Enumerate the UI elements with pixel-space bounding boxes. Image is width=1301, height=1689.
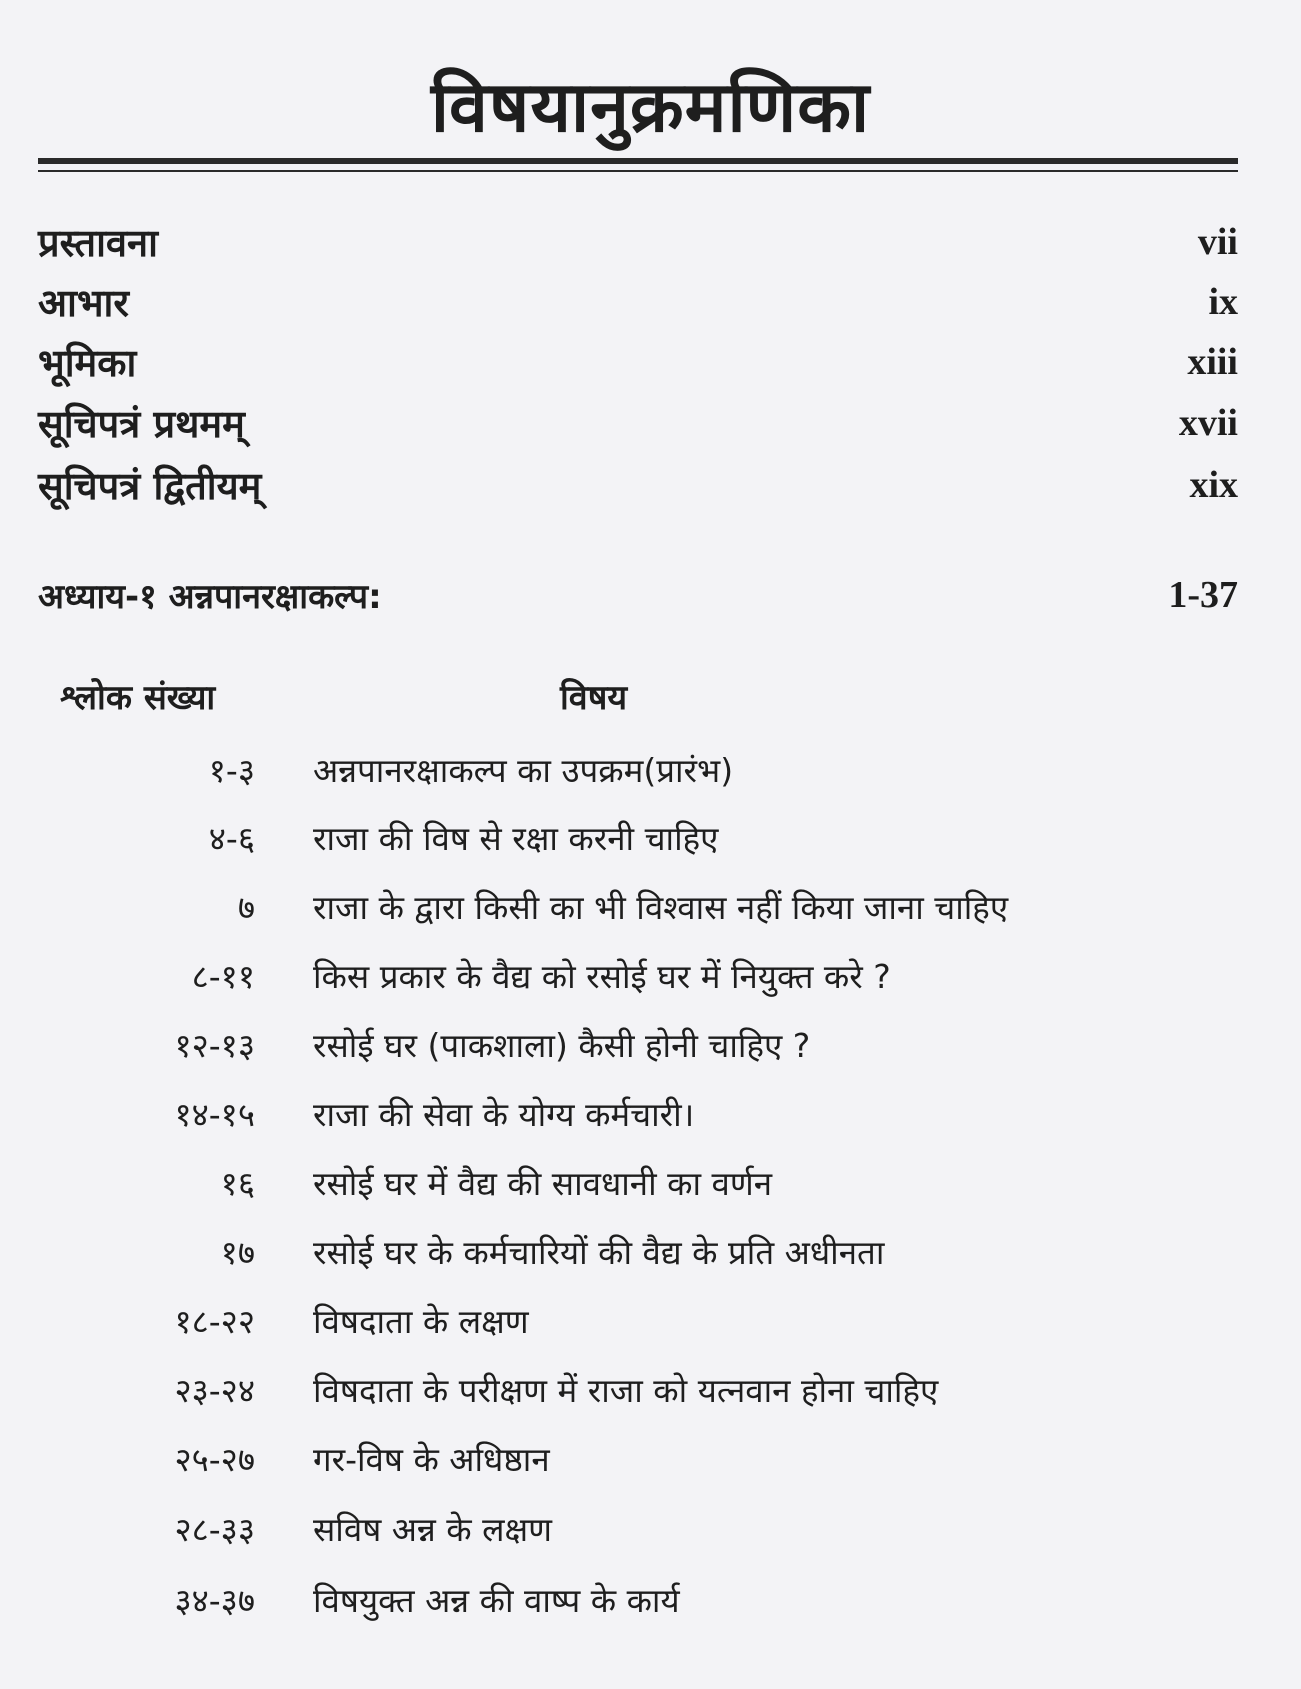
toc-entry (0, 808, 1301, 870)
entry-subject: विषयुक्त अन्न की वाष्प के कार्य (313, 1581, 680, 1620)
sloka-range: ३४-३७ (174, 1581, 255, 1620)
front-matter-label: प्रस्तावना (38, 221, 158, 265)
sloka-range: ४-६ (208, 819, 255, 858)
sloka-range: १४-१५ (174, 1095, 255, 1134)
front-matter-page: xix (1189, 464, 1238, 506)
front-matter-row (38, 455, 1238, 515)
toc-entry (0, 1570, 1301, 1632)
entry-subject: किस प्रकार के वैद्य को रसोई घर में नियुक्त करे ? (313, 957, 891, 996)
toc-entry (0, 740, 1301, 802)
sloka-range: १७ (220, 1233, 255, 1272)
front-matter-page: ix (1208, 281, 1238, 323)
front-matter-label: आभार (38, 281, 129, 325)
toc-entry (0, 1360, 1301, 1422)
front-matter-row (38, 212, 1238, 272)
front-matter-page: xvii (1178, 402, 1238, 444)
sloka-range: २८-३३ (174, 1510, 255, 1549)
chapter-title: अध्याय-१ अन्नपानरक्षाकल्प: (38, 577, 382, 617)
chapter-heading (38, 565, 1238, 625)
toc-entry (0, 877, 1301, 939)
sloka-range: २५-२७ (174, 1440, 255, 1479)
front-matter-row (38, 272, 1238, 332)
toc-entry (0, 1084, 1301, 1146)
toc-entry (0, 1153, 1301, 1215)
sloka-range: ७ (237, 888, 255, 927)
entry-subject: राजा की विष से रक्षा करनी चाहिए (313, 819, 719, 858)
toc-entry (0, 1015, 1301, 1077)
front-matter-label: भूमिका (38, 341, 137, 385)
toc-entry (0, 1222, 1301, 1284)
front-matter-page: xiii (1187, 341, 1238, 383)
title-divider-thin (38, 170, 1238, 172)
entry-subject: सविष अन्न के लक्षण (313, 1510, 553, 1549)
entry-subject: रसोई घर (पाकशाला) कैसी होनी चाहिए ? (313, 1026, 811, 1065)
page-title: विषयानुक्रमणिका (430, 66, 871, 148)
sloka-range: १६ (220, 1164, 255, 1203)
front-matter-row (38, 393, 1238, 453)
front-matter-page: vii (1197, 221, 1238, 263)
entry-subject: गर-विष के अधिष्ठान (313, 1440, 550, 1479)
front-matter-label: सूचिपत्रं द्वितीयम् (38, 464, 262, 508)
toc-entry (0, 1291, 1301, 1353)
front-matter-label: सूचिपत्रं प्रथमम् (38, 402, 245, 446)
toc-entry (0, 1429, 1301, 1491)
sloka-range: १८-२२ (174, 1302, 255, 1341)
entry-subject: विषदाता के लक्षण (313, 1302, 529, 1341)
column-header-subject: विषय (560, 678, 628, 718)
sloka-range: १२-१३ (174, 1026, 255, 1065)
entry-subject: राजा की सेवा के योग्य कर्मचारी। (313, 1095, 695, 1134)
sloka-range: ८-११ (191, 957, 255, 996)
title-divider-thick (38, 158, 1238, 164)
sloka-range: २३-२४ (174, 1371, 255, 1410)
entry-subject: रसोई घर के कर्मचारियों की वैद्य के प्रति अधीनता (313, 1233, 885, 1272)
toc-entry (0, 946, 1301, 1008)
entry-subject: राजा के द्वारा किसी का भी विश्वास नहीं किया जाना चाहिए (313, 888, 1009, 927)
entry-subject: अन्नपानरक्षाकल्प का उपक्रम(प्रारंभ) (313, 751, 734, 790)
entry-subject: रसोई घर में वैद्य की सावधानी का वर्णन (313, 1164, 773, 1203)
entry-subject: विषदाता के परीक्षण में राजा को यत्नवान होना चाहिए (313, 1371, 939, 1410)
sloka-range: १-३ (208, 751, 255, 790)
front-matter-row (38, 332, 1238, 392)
chapter-page-range: 1-37 (1168, 574, 1238, 616)
column-header-sloka: श्लोक संख्या (60, 678, 216, 718)
toc-entry (0, 1499, 1301, 1561)
